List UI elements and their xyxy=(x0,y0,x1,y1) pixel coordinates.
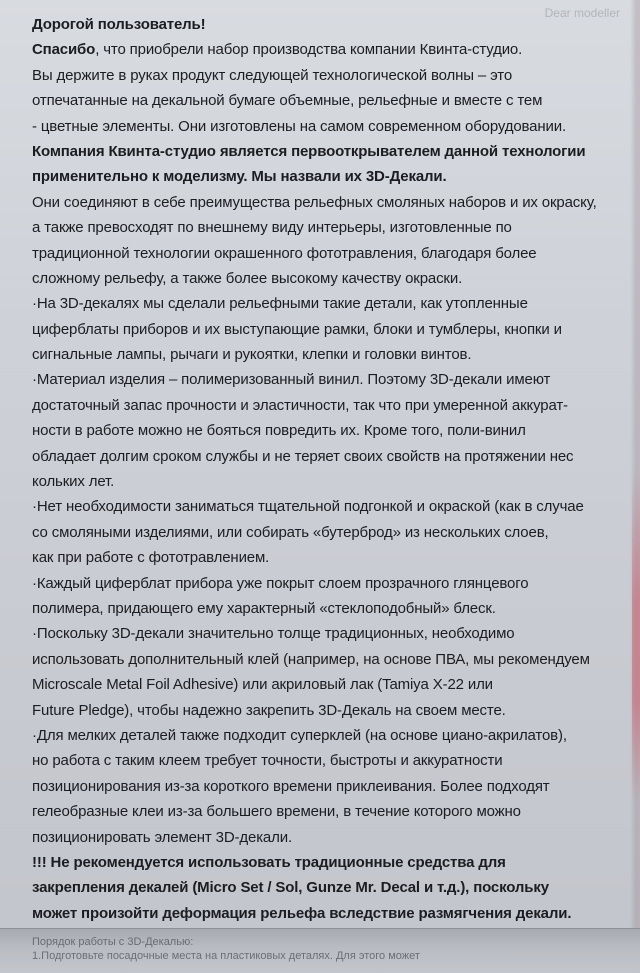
text-line: сигнальные лампы, рычаги и рукоятки, клепки и головки винтов. xyxy=(32,346,472,364)
folded-section-text xyxy=(32,935,632,963)
text-line: но работа с таким клеем требует точности, быстроты и аккуратности xyxy=(32,752,503,770)
text-line: кольких лет. xyxy=(32,473,115,491)
bullet-line: ·Материал изделия – полимеризованный винил. Поэтому 3D-декали имеют xyxy=(32,371,551,389)
text-line: со смоляными изделиями, или собирать «бутерброд» из нескольких слоев, xyxy=(32,523,549,541)
text-line: обладает долгим сроком службы и не теряет своих свойств на протяжении нес xyxy=(32,447,574,465)
text-line: Future Pledge), чтобы надежно закрепить 3D-Декаль на своем месте. xyxy=(32,701,506,719)
text-line: Microscale Metal Foil Adhesive) или акриловый лак (Tamiya X-22 или xyxy=(32,676,493,694)
thanks-line xyxy=(32,37,638,62)
folded-heading: Порядок работы с 3D-Декалью: xyxy=(32,936,194,948)
text-line: - цветные элементы. Они изготовлены на самом современном оборудовании. xyxy=(32,117,566,135)
text-line: ности в работе можно не бояться повредить их. Кроме того, поли-винил xyxy=(32,422,526,440)
text-line: достаточный запас прочности и эластичности, так что при умеренной аккурат- xyxy=(32,396,568,414)
bullet-line: ·На 3D-декалях мы сделали рельефными такие детали, как утопленные xyxy=(32,295,528,313)
text-line: полимера, придающего ему характерный «стеклоподобный» блеск. xyxy=(32,599,496,617)
text-line: использовать дополнительный клей (например, на основе ПВА, мы рекомендуем xyxy=(32,650,590,668)
text-line: отпечатанные на декальной бумаге объемные, рельефные и вместе с тем xyxy=(32,92,543,110)
company-claim-line: применительно к моделизму. Мы назвали их 3D-Декали. xyxy=(32,168,447,186)
warning-line: может произойти деформация рельефа вследствие размягчения декали. xyxy=(32,904,572,922)
text-line: сложному рельефу, а также более высокому качеству окраски. xyxy=(32,269,463,287)
bullet-line: ·Каждый циферблат прибора уже покрыт слоем прозрачного глянцевого xyxy=(32,574,529,592)
thanks-word: Спасибо xyxy=(32,41,96,59)
folded-step-one: 1.Подготовьте посадочные места на пластиковых деталях. Для этого может xyxy=(32,950,420,962)
warning-line: !!! Не рекомендуется использовать традиционные средства для xyxy=(32,853,506,871)
text-line: а также превосходят по внешнему виду интерьеры, изготовленные по xyxy=(32,219,512,237)
warning-line: закрепления декалей (Micro Set / Sol, Gunze Mr. Decal и т.д.), поскольку xyxy=(32,879,549,897)
text-line: позиционировать элемент 3D-декали. xyxy=(32,828,292,846)
text-line: как при работе с фототравлением. xyxy=(32,549,270,567)
folded-page-section xyxy=(0,928,640,973)
text-line: Они соединяют в себе преимущества рельефных смоляных наборов и их окраску, xyxy=(32,193,597,211)
instruction-text xyxy=(32,12,638,926)
thanks-rest: , что приобрели набор производства компании Квинта-студио. xyxy=(95,41,523,59)
text-line: гелеобразные клеи из-за большего времени, в течение которого можно xyxy=(32,803,521,821)
bullet-line: ·Для мелких деталей также подходит суперклей (на основе циано-акрилатов), xyxy=(32,726,567,744)
text-line: традиционной технологии окрашенного фототравления, благодаря более xyxy=(32,244,537,262)
text-line: позиционирования из-за короткого времени приклеивания. Более подходят xyxy=(32,777,550,795)
bullet-line: ·Поскольку 3D-декали значительно толще традиционных, необходимо xyxy=(32,625,515,643)
text-line: циферблаты приборов и их выступающие рамки, блоки и тумблеры, кнопки и xyxy=(32,320,562,338)
greeting-line: Дорогой пользователь! xyxy=(32,16,206,33)
bullet-line: ·Нет необходимости заниматься тщательной подгонкой и окраской (как в случае xyxy=(32,498,584,516)
company-claim-line: Компания Квинта-студио является первооткрывателем данной технологии xyxy=(32,142,586,160)
ghost-corner-text: Dear modeller xyxy=(544,6,620,20)
text-line: Вы держите в руках продукт следующей технологической волны – это xyxy=(32,66,513,84)
